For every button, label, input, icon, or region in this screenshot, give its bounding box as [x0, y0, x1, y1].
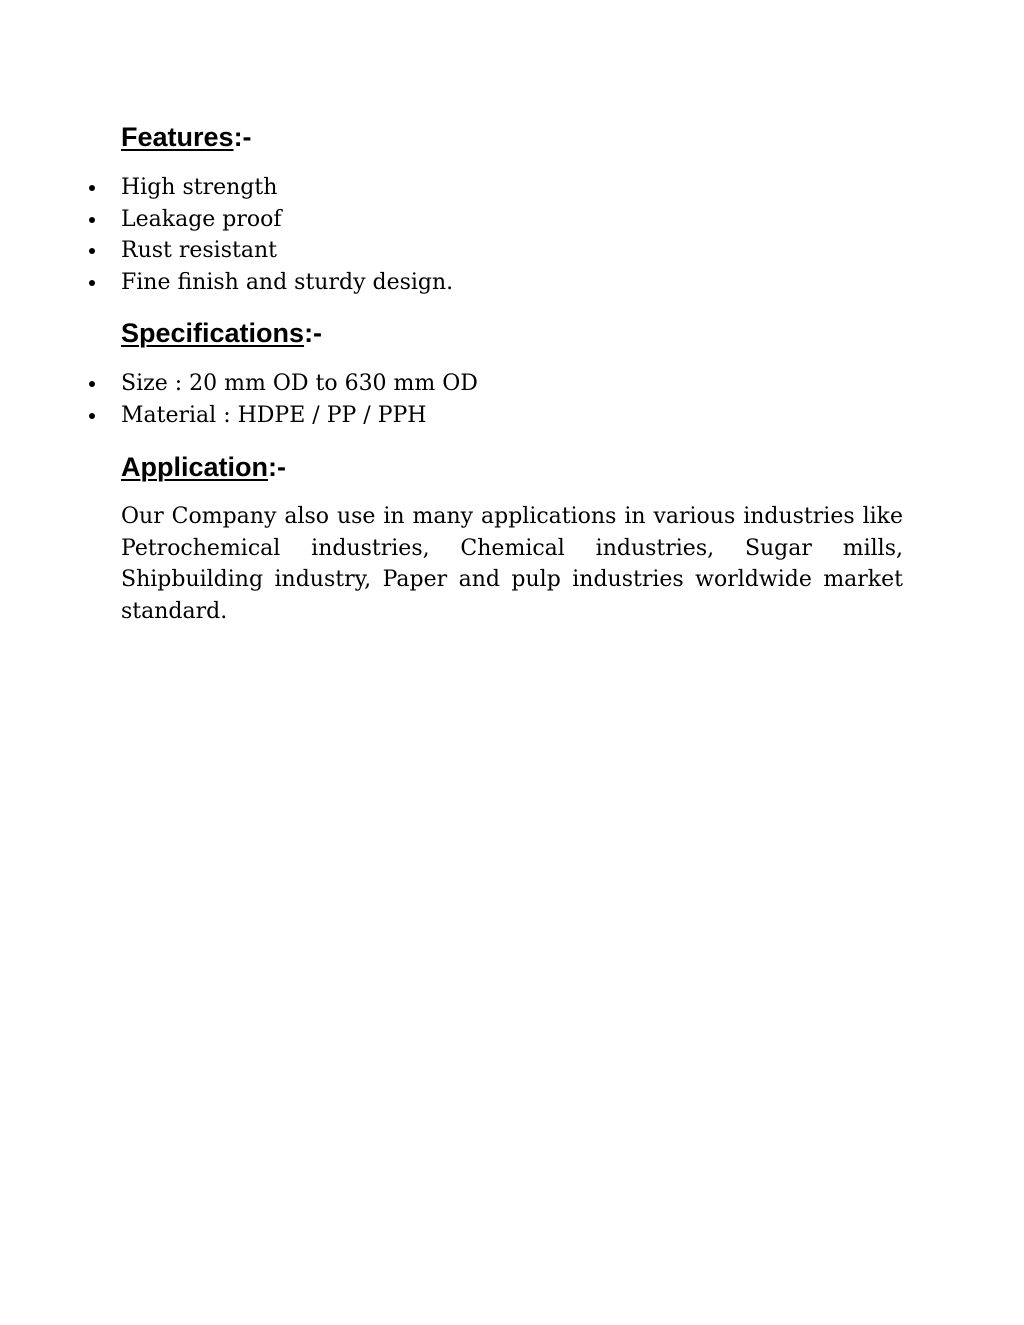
- list-item: [0, 172, 453, 204]
- list-item: [0, 204, 453, 236]
- specification-item-text: Material : HDPE / PP / PPH: [121, 402, 427, 428]
- feature-item-text: Rust resistant: [121, 238, 277, 263]
- feature-item-text: Fine finish and sturdy design.: [121, 269, 454, 295]
- list-item: [0, 235, 453, 267]
- bullet-icon: [89, 381, 95, 387]
- bullet-icon: [89, 280, 95, 286]
- specification-item-text: Size : 20 mm OD to 630 mm OD: [121, 371, 478, 396]
- bullet-icon: [89, 248, 95, 254]
- feature-item-text: Leakage proof: [121, 206, 282, 232]
- specifications-heading-suffix: :-: [304, 318, 323, 348]
- application-heading-suffix: :-: [268, 452, 286, 482]
- feature-item-text: High strength: [121, 175, 278, 200]
- application-heading: [121, 451, 286, 483]
- features-heading-word: Features: [121, 122, 234, 152]
- features-heading: [121, 121, 252, 153]
- list-item: [0, 400, 478, 432]
- features-heading-suffix: :-: [233, 122, 252, 152]
- bullet-icon: [89, 217, 95, 223]
- specifications-heading: [121, 317, 322, 349]
- list-item: [0, 368, 478, 400]
- bullet-icon: [89, 185, 95, 191]
- application-heading-word: Application: [121, 452, 268, 482]
- application-paragraph: Our Company also use in many applications in various industries like Petrochemical industries, Chemical industries, Sugar mills, Shipbuilding industry, Paper and pulp industries worldwide market standard.: [121, 504, 903, 624]
- features-list: [0, 172, 453, 298]
- specifications-heading-word: Specifications: [121, 318, 305, 348]
- list-item: [0, 267, 453, 299]
- specifications-list: [0, 368, 478, 431]
- bullet-icon: [89, 413, 95, 419]
